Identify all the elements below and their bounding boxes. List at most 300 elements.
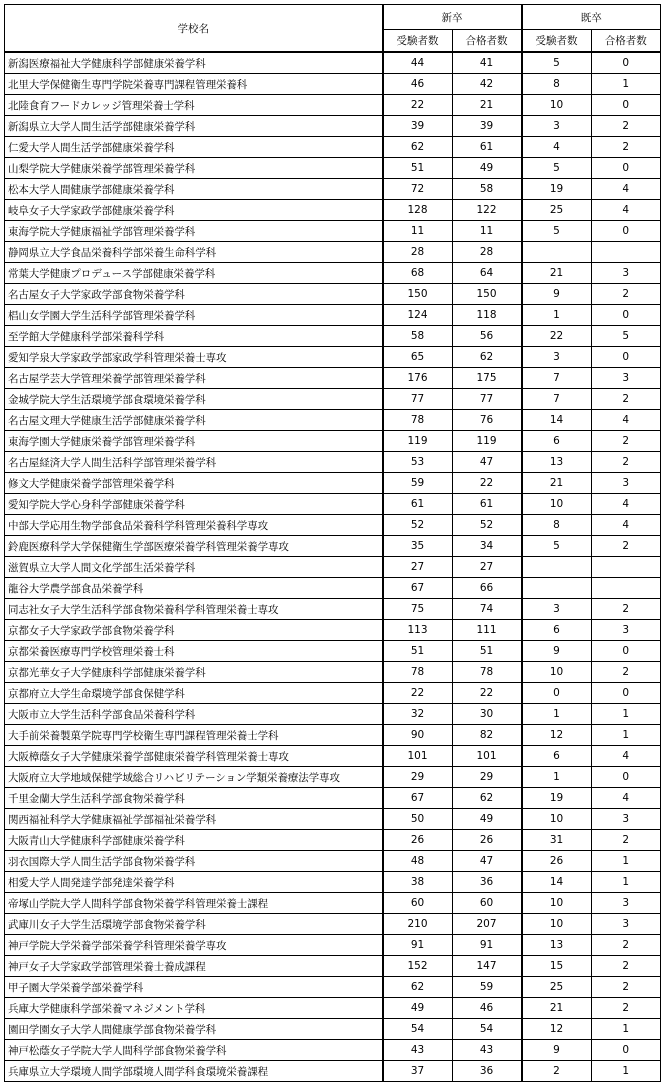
school-name-cell: 神戸松蔭女子学院大学人間科学部食物栄養学科 bbox=[5, 1040, 383, 1061]
new-examinees-cell: 22 bbox=[383, 95, 453, 116]
past-passers-cell: 3 bbox=[591, 914, 661, 935]
past-examinees-cell: 25 bbox=[522, 200, 592, 221]
school-name-cell: 椙山女学園大学生活科学部管理栄養学科 bbox=[5, 305, 383, 326]
table-row bbox=[5, 74, 661, 95]
past-examinees-cell: 5 bbox=[522, 158, 592, 179]
past-passers-cell: 2 bbox=[591, 830, 661, 851]
new-examinees-cell: 49 bbox=[383, 998, 453, 1019]
table-row bbox=[5, 662, 661, 683]
header-past-passers: 合格者数 bbox=[591, 30, 661, 53]
past-passers-cell: 0 bbox=[591, 221, 661, 242]
new-passers-cell: 27 bbox=[452, 557, 522, 578]
school-name-cell: 新潟県立大学人間生活学部健康栄養学科 bbox=[5, 116, 383, 137]
table-row bbox=[5, 95, 661, 116]
school-name-cell: 関西福祉科学大学健康福祉学部福祉栄養学科 bbox=[5, 809, 383, 830]
new-examinees-cell: 68 bbox=[383, 263, 453, 284]
school-name-cell: 相愛大学人間発達学部発達栄養学科 bbox=[5, 872, 383, 893]
new-examinees-cell: 26 bbox=[383, 830, 453, 851]
past-examinees-cell: 15 bbox=[522, 956, 592, 977]
new-examinees-cell: 128 bbox=[383, 200, 453, 221]
new-examinees-cell: 75 bbox=[383, 599, 453, 620]
table-row bbox=[5, 641, 661, 662]
new-examinees-cell: 52 bbox=[383, 515, 453, 536]
school-name-cell: 岐阜女子大学家政学部健康栄養学科 bbox=[5, 200, 383, 221]
new-passers-cell: 207 bbox=[452, 914, 522, 935]
school-name-cell: 甲子園大学栄養学部栄養学科 bbox=[5, 977, 383, 998]
new-examinees-cell: 78 bbox=[383, 662, 453, 683]
past-examinees-cell: 21 bbox=[522, 473, 592, 494]
past-examinees-cell: 1 bbox=[522, 767, 592, 788]
new-passers-cell: 49 bbox=[452, 809, 522, 830]
new-examinees-cell: 51 bbox=[383, 641, 453, 662]
past-examinees-cell: 1 bbox=[522, 704, 592, 725]
past-passers-cell: 2 bbox=[591, 389, 661, 410]
past-passers-cell: 0 bbox=[591, 683, 661, 704]
past-examinees-cell: 6 bbox=[522, 431, 592, 452]
past-passers-cell: 3 bbox=[591, 809, 661, 830]
new-passers-cell: 118 bbox=[452, 305, 522, 326]
past-passers-cell: 1 bbox=[591, 851, 661, 872]
past-examinees-cell: 31 bbox=[522, 830, 592, 851]
new-examinees-cell: 44 bbox=[383, 52, 453, 74]
new-examinees-cell: 65 bbox=[383, 347, 453, 368]
new-passers-cell: 42 bbox=[452, 74, 522, 95]
new-passers-cell: 62 bbox=[452, 788, 522, 809]
past-passers-cell: 3 bbox=[591, 263, 661, 284]
past-examinees-cell: 6 bbox=[522, 620, 592, 641]
table-row bbox=[5, 536, 661, 557]
past-examinees-cell: 10 bbox=[522, 914, 592, 935]
school-name-cell: 金城学院大学生活環境学部食環境栄養学科 bbox=[5, 389, 383, 410]
new-passers-cell: 54 bbox=[452, 1019, 522, 1040]
new-examinees-cell: 58 bbox=[383, 326, 453, 347]
new-examinees-cell: 150 bbox=[383, 284, 453, 305]
new-examinees-cell: 59 bbox=[383, 473, 453, 494]
past-passers-cell: 2 bbox=[591, 116, 661, 137]
table-row bbox=[5, 347, 661, 368]
past-passers-cell: 0 bbox=[591, 95, 661, 116]
school-name-cell: 武庫川女子大学生活環境学部食物栄養学科 bbox=[5, 914, 383, 935]
new-passers-cell: 41 bbox=[452, 52, 522, 74]
new-examinees-cell: 61 bbox=[383, 494, 453, 515]
school-name-cell: 兵庫大学健康科学部栄養マネジメント学科 bbox=[5, 998, 383, 1019]
new-passers-cell: 66 bbox=[452, 578, 522, 599]
past-examinees-cell: 5 bbox=[522, 536, 592, 557]
header-group-past: 既卒 bbox=[522, 5, 661, 30]
new-passers-cell: 64 bbox=[452, 263, 522, 284]
new-examinees-cell: 53 bbox=[383, 452, 453, 473]
table-row bbox=[5, 221, 661, 242]
new-examinees-cell: 124 bbox=[383, 305, 453, 326]
past-passers-cell: 4 bbox=[591, 200, 661, 221]
new-passers-cell: 58 bbox=[452, 179, 522, 200]
new-passers-cell: 36 bbox=[452, 872, 522, 893]
table-row bbox=[5, 767, 661, 788]
new-examinees-cell: 48 bbox=[383, 851, 453, 872]
past-passers-cell: 0 bbox=[591, 52, 661, 74]
past-examinees-cell: 13 bbox=[522, 452, 592, 473]
new-passers-cell: 175 bbox=[452, 368, 522, 389]
table-row bbox=[5, 872, 661, 893]
table-row bbox=[5, 620, 661, 641]
table-row bbox=[5, 1019, 661, 1040]
school-name-cell: 京都女子大学家政学部食物栄養学科 bbox=[5, 620, 383, 641]
new-examinees-cell: 46 bbox=[383, 74, 453, 95]
new-passers-cell: 82 bbox=[452, 725, 522, 746]
new-examinees-cell: 60 bbox=[383, 893, 453, 914]
past-examinees-cell: 14 bbox=[522, 872, 592, 893]
new-examinees-cell: 62 bbox=[383, 137, 453, 158]
new-examinees-cell: 67 bbox=[383, 578, 453, 599]
new-examinees-cell: 27 bbox=[383, 557, 453, 578]
table-row bbox=[5, 158, 661, 179]
new-passers-cell: 101 bbox=[452, 746, 522, 767]
new-passers-cell: 77 bbox=[452, 389, 522, 410]
school-name-cell: 修文大学健康栄養学部管理栄養学科 bbox=[5, 473, 383, 494]
school-name-cell: 名古屋女子大学家政学部食物栄養学科 bbox=[5, 284, 383, 305]
new-examinees-cell: 38 bbox=[383, 872, 453, 893]
table-row bbox=[5, 368, 661, 389]
past-passers-cell: 2 bbox=[591, 935, 661, 956]
new-examinees-cell: 101 bbox=[383, 746, 453, 767]
school-name-cell: 大手前栄養製菓学院専門学校衛生専門課程管理栄養士学科 bbox=[5, 725, 383, 746]
past-examinees-cell: 14 bbox=[522, 410, 592, 431]
past-passers-cell: 1 bbox=[591, 872, 661, 893]
new-passers-cell: 36 bbox=[452, 1061, 522, 1082]
past-examinees-cell: 26 bbox=[522, 851, 592, 872]
past-examinees-cell: 21 bbox=[522, 263, 592, 284]
new-passers-cell: 60 bbox=[452, 893, 522, 914]
table-row bbox=[5, 515, 661, 536]
school-name-cell: 松本大学人間健康学部健康栄養学科 bbox=[5, 179, 383, 200]
past-passers-cell bbox=[591, 557, 661, 578]
past-examinees-cell: 22 bbox=[522, 326, 592, 347]
new-passers-cell: 61 bbox=[452, 137, 522, 158]
new-examinees-cell: 210 bbox=[383, 914, 453, 935]
table-row bbox=[5, 830, 661, 851]
school-name-cell: 同志社女子大学生活科学部食物栄養科学科管理栄養士専攻 bbox=[5, 599, 383, 620]
past-examinees-cell: 13 bbox=[522, 935, 592, 956]
table-row bbox=[5, 998, 661, 1019]
results-table bbox=[4, 4, 661, 1082]
school-name-cell: 北里大学保健衛生専門学院栄養専門課程管理栄養科 bbox=[5, 74, 383, 95]
school-name-cell: 羽衣国際大学人間生活学部食物栄養学科 bbox=[5, 851, 383, 872]
past-passers-cell: 2 bbox=[591, 998, 661, 1019]
new-passers-cell: 34 bbox=[452, 536, 522, 557]
past-passers-cell: 4 bbox=[591, 179, 661, 200]
school-name-cell: 仁愛大学人間生活学部健康栄養学科 bbox=[5, 137, 383, 158]
table-row bbox=[5, 851, 661, 872]
new-passers-cell: 22 bbox=[452, 473, 522, 494]
school-name-cell: 愛知学院大学心身科学部健康栄養学科 bbox=[5, 494, 383, 515]
past-examinees-cell: 2 bbox=[522, 1061, 592, 1082]
past-passers-cell: 4 bbox=[591, 746, 661, 767]
past-passers-cell: 0 bbox=[591, 305, 661, 326]
table-row bbox=[5, 977, 661, 998]
table-row bbox=[5, 809, 661, 830]
new-passers-cell: 119 bbox=[452, 431, 522, 452]
past-passers-cell: 2 bbox=[591, 536, 661, 557]
past-examinees-cell bbox=[522, 242, 592, 263]
new-passers-cell: 39 bbox=[452, 116, 522, 137]
past-examinees-cell: 10 bbox=[522, 893, 592, 914]
past-passers-cell: 0 bbox=[591, 347, 661, 368]
new-examinees-cell: 72 bbox=[383, 179, 453, 200]
header-group-new: 新卒 bbox=[383, 5, 522, 30]
table-row bbox=[5, 200, 661, 221]
results-body bbox=[5, 52, 661, 1082]
new-passers-cell: 28 bbox=[452, 242, 522, 263]
past-passers-cell: 2 bbox=[591, 431, 661, 452]
table-row bbox=[5, 557, 661, 578]
table-row bbox=[5, 725, 661, 746]
table-row bbox=[5, 326, 661, 347]
past-passers-cell: 1 bbox=[591, 1061, 661, 1082]
past-examinees-cell: 4 bbox=[522, 137, 592, 158]
past-examinees-cell: 21 bbox=[522, 998, 592, 1019]
table-row bbox=[5, 263, 661, 284]
new-passers-cell: 74 bbox=[452, 599, 522, 620]
header-new-passers: 合格者数 bbox=[452, 30, 522, 53]
school-name-cell: 中部大学応用生物学部食品栄養科学科管理栄養科学専攻 bbox=[5, 515, 383, 536]
past-examinees-cell: 5 bbox=[522, 52, 592, 74]
school-name-cell: 大阪樟蔭女子大学健康栄養学部健康栄養学科管理栄養士専攻 bbox=[5, 746, 383, 767]
school-name-cell: 北陸食育フードカレッジ管理栄養士学科 bbox=[5, 95, 383, 116]
new-examinees-cell: 54 bbox=[383, 1019, 453, 1040]
past-passers-cell: 1 bbox=[591, 704, 661, 725]
school-name-cell: 名古屋文理大学健康生活学部健康栄養学科 bbox=[5, 410, 383, 431]
new-passers-cell: 11 bbox=[452, 221, 522, 242]
table-row bbox=[5, 452, 661, 473]
header-school-name: 学校名 bbox=[5, 5, 383, 53]
past-passers-cell: 4 bbox=[591, 410, 661, 431]
new-examinees-cell: 91 bbox=[383, 935, 453, 956]
new-examinees-cell: 67 bbox=[383, 788, 453, 809]
table-row bbox=[5, 935, 661, 956]
past-examinees-cell: 3 bbox=[522, 599, 592, 620]
table-row bbox=[5, 137, 661, 158]
new-passers-cell: 76 bbox=[452, 410, 522, 431]
new-examinees-cell: 37 bbox=[383, 1061, 453, 1082]
new-examinees-cell: 62 bbox=[383, 977, 453, 998]
past-examinees-cell: 10 bbox=[522, 95, 592, 116]
past-examinees-cell: 7 bbox=[522, 368, 592, 389]
past-passers-cell bbox=[591, 242, 661, 263]
new-passers-cell: 51 bbox=[452, 641, 522, 662]
table-row bbox=[5, 599, 661, 620]
new-passers-cell: 78 bbox=[452, 662, 522, 683]
new-examinees-cell: 78 bbox=[383, 410, 453, 431]
table-row bbox=[5, 914, 661, 935]
header-row-groups bbox=[5, 5, 661, 30]
table-row bbox=[5, 704, 661, 725]
past-passers-cell: 3 bbox=[591, 893, 661, 914]
table-row bbox=[5, 494, 661, 515]
school-name-cell: 名古屋学芸大学管理栄養学部管理栄養学科 bbox=[5, 368, 383, 389]
new-examinees-cell: 51 bbox=[383, 158, 453, 179]
school-name-cell: 東海学園大学健康栄養学部管理栄養学科 bbox=[5, 431, 383, 452]
table-row bbox=[5, 116, 661, 137]
past-passers-cell: 0 bbox=[591, 641, 661, 662]
school-name-cell: 静岡県立大学食品栄養科学部栄養生命科学科 bbox=[5, 242, 383, 263]
past-passers-cell: 3 bbox=[591, 473, 661, 494]
header-past-examinees: 受験者数 bbox=[522, 30, 592, 53]
school-name-cell: 滋賀県立大学人間文化学部生活栄養学科 bbox=[5, 557, 383, 578]
table-row bbox=[5, 788, 661, 809]
past-passers-cell: 0 bbox=[591, 767, 661, 788]
new-passers-cell: 47 bbox=[452, 851, 522, 872]
past-passers-cell: 2 bbox=[591, 662, 661, 683]
table-row bbox=[5, 683, 661, 704]
new-examinees-cell: 35 bbox=[383, 536, 453, 557]
school-name-cell: 至学館大学健康科学部栄養科学科 bbox=[5, 326, 383, 347]
past-examinees-cell: 25 bbox=[522, 977, 592, 998]
past-examinees-cell: 19 bbox=[522, 179, 592, 200]
school-name-cell: 名古屋経済大学人間生活科学部管理栄養学科 bbox=[5, 452, 383, 473]
school-name-cell: 大阪府立大学地域保健学域総合リハビリテーション学類栄養療法学専攻 bbox=[5, 767, 383, 788]
past-examinees-cell: 9 bbox=[522, 1040, 592, 1061]
past-examinees-cell: 7 bbox=[522, 389, 592, 410]
past-passers-cell: 1 bbox=[591, 74, 661, 95]
new-passers-cell: 52 bbox=[452, 515, 522, 536]
table-row bbox=[5, 242, 661, 263]
past-passers-cell: 2 bbox=[591, 452, 661, 473]
new-examinees-cell: 32 bbox=[383, 704, 453, 725]
school-name-cell: 京都光華女子大学健康科学部健康栄養学科 bbox=[5, 662, 383, 683]
school-name-cell: 神戸女子大学家政学部管理栄養士養成課程 bbox=[5, 956, 383, 977]
new-passers-cell: 91 bbox=[452, 935, 522, 956]
new-passers-cell: 111 bbox=[452, 620, 522, 641]
past-passers-cell bbox=[591, 578, 661, 599]
new-passers-cell: 21 bbox=[452, 95, 522, 116]
new-passers-cell: 122 bbox=[452, 200, 522, 221]
past-examinees-cell: 12 bbox=[522, 725, 592, 746]
new-examinees-cell: 28 bbox=[383, 242, 453, 263]
school-name-cell: 大阪市立大学生活科学部食品栄養科学科 bbox=[5, 704, 383, 725]
new-examinees-cell: 176 bbox=[383, 368, 453, 389]
past-examinees-cell: 5 bbox=[522, 221, 592, 242]
new-examinees-cell: 50 bbox=[383, 809, 453, 830]
past-examinees-cell: 3 bbox=[522, 116, 592, 137]
table-row bbox=[5, 956, 661, 977]
table-row bbox=[5, 431, 661, 452]
past-examinees-cell bbox=[522, 578, 592, 599]
new-examinees-cell: 39 bbox=[383, 116, 453, 137]
new-examinees-cell: 152 bbox=[383, 956, 453, 977]
past-passers-cell: 3 bbox=[591, 368, 661, 389]
past-passers-cell: 1 bbox=[591, 1019, 661, 1040]
past-examinees-cell: 3 bbox=[522, 347, 592, 368]
table-row bbox=[5, 389, 661, 410]
past-passers-cell: 1 bbox=[591, 725, 661, 746]
new-passers-cell: 56 bbox=[452, 326, 522, 347]
school-name-cell: 千里金蘭大学生活科学部食物栄養学科 bbox=[5, 788, 383, 809]
new-passers-cell: 49 bbox=[452, 158, 522, 179]
new-examinees-cell: 119 bbox=[383, 431, 453, 452]
table-row bbox=[5, 305, 661, 326]
table-row bbox=[5, 179, 661, 200]
school-name-cell: 神戸学院大学栄養学部栄養学科管理栄養学専攻 bbox=[5, 935, 383, 956]
school-name-cell: 京都府立大学生命環境学部食保健学科 bbox=[5, 683, 383, 704]
table-row bbox=[5, 52, 661, 74]
school-name-cell: 園田学園女子大学人間健康学部食物栄養学科 bbox=[5, 1019, 383, 1040]
past-passers-cell: 2 bbox=[591, 956, 661, 977]
school-name-cell: 東海学院大学健康福祉学部管理栄養学科 bbox=[5, 221, 383, 242]
table-row bbox=[5, 284, 661, 305]
past-examinees-cell: 8 bbox=[522, 515, 592, 536]
school-name-cell: 愛知学泉大学家政学部家政学科管理栄養士専攻 bbox=[5, 347, 383, 368]
new-examinees-cell: 11 bbox=[383, 221, 453, 242]
past-passers-cell: 3 bbox=[591, 620, 661, 641]
past-examinees-cell: 6 bbox=[522, 746, 592, 767]
past-passers-cell: 4 bbox=[591, 788, 661, 809]
past-passers-cell: 4 bbox=[591, 494, 661, 515]
new-passers-cell: 22 bbox=[452, 683, 522, 704]
header-new-examinees: 受験者数 bbox=[383, 30, 453, 53]
new-passers-cell: 150 bbox=[452, 284, 522, 305]
new-passers-cell: 61 bbox=[452, 494, 522, 515]
new-passers-cell: 46 bbox=[452, 998, 522, 1019]
table-row bbox=[5, 1061, 661, 1082]
school-name-cell: 龍谷大学農学部食品栄養学科 bbox=[5, 578, 383, 599]
new-examinees-cell: 43 bbox=[383, 1040, 453, 1061]
past-examinees-cell: 10 bbox=[522, 662, 592, 683]
table-row bbox=[5, 473, 661, 494]
school-name-cell: 京都栄養医療専門学校管理栄養士科 bbox=[5, 641, 383, 662]
past-examinees-cell: 12 bbox=[522, 1019, 592, 1040]
past-passers-cell: 2 bbox=[591, 599, 661, 620]
new-passers-cell: 147 bbox=[452, 956, 522, 977]
new-passers-cell: 59 bbox=[452, 977, 522, 998]
past-examinees-cell: 19 bbox=[522, 788, 592, 809]
past-examinees-cell: 9 bbox=[522, 641, 592, 662]
school-name-cell: 新潟医療福祉大学健康科学部健康栄養学科 bbox=[5, 52, 383, 74]
new-examinees-cell: 29 bbox=[383, 767, 453, 788]
new-passers-cell: 29 bbox=[452, 767, 522, 788]
table-row bbox=[5, 410, 661, 431]
past-examinees-cell: 10 bbox=[522, 809, 592, 830]
past-examinees-cell: 0 bbox=[522, 683, 592, 704]
new-passers-cell: 26 bbox=[452, 830, 522, 851]
past-examinees-cell bbox=[522, 557, 592, 578]
table-row bbox=[5, 746, 661, 767]
past-examinees-cell: 10 bbox=[522, 494, 592, 515]
new-passers-cell: 43 bbox=[452, 1040, 522, 1061]
school-name-cell: 鈴鹿医療科学大学保健衛生学部医療栄養学科管理栄養学専攻 bbox=[5, 536, 383, 557]
past-passers-cell: 5 bbox=[591, 326, 661, 347]
past-passers-cell: 2 bbox=[591, 284, 661, 305]
school-name-cell: 常葉大学健康プロデュース学部健康栄養学科 bbox=[5, 263, 383, 284]
new-passers-cell: 47 bbox=[452, 452, 522, 473]
past-passers-cell: 2 bbox=[591, 137, 661, 158]
new-passers-cell: 30 bbox=[452, 704, 522, 725]
school-name-cell: 山梨学院大学健康栄養学部管理栄養学科 bbox=[5, 158, 383, 179]
table-row bbox=[5, 578, 661, 599]
new-examinees-cell: 22 bbox=[383, 683, 453, 704]
school-name-cell: 帝塚山学院大学人間科学部食物栄養学科管理栄養士課程 bbox=[5, 893, 383, 914]
table-row bbox=[5, 893, 661, 914]
new-passers-cell: 62 bbox=[452, 347, 522, 368]
past-passers-cell: 2 bbox=[591, 977, 661, 998]
past-examinees-cell: 8 bbox=[522, 74, 592, 95]
new-examinees-cell: 90 bbox=[383, 725, 453, 746]
school-name-cell: 兵庫県立大学環境人間学部環境人間学科食環境栄養課程 bbox=[5, 1061, 383, 1082]
past-examinees-cell: 9 bbox=[522, 284, 592, 305]
new-examinees-cell: 113 bbox=[383, 620, 453, 641]
table-row bbox=[5, 1040, 661, 1061]
past-passers-cell: 4 bbox=[591, 515, 661, 536]
new-examinees-cell: 77 bbox=[383, 389, 453, 410]
